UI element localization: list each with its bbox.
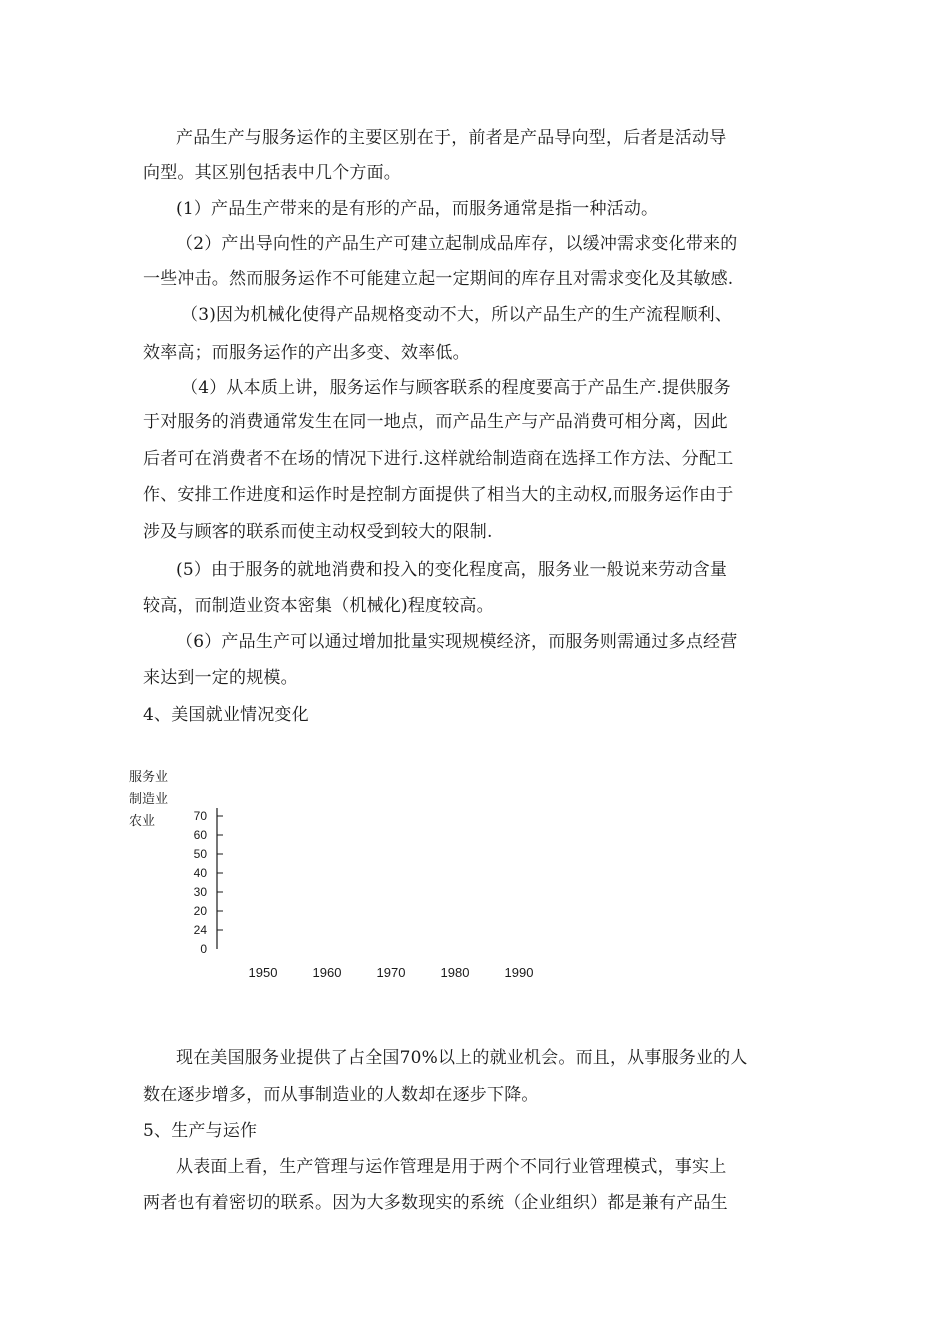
paragraph-line: （6）产品生产可以通过增加批量实现规模经济，而服务则需通过多点经营 bbox=[176, 632, 738, 652]
paragraph-line: 数在逐步增多，而从事制造业的人数却在逐步下降。 bbox=[143, 1085, 539, 1105]
y-tick-label: 0 bbox=[200, 942, 207, 956]
x-tick-label: 1960 bbox=[312, 965, 342, 980]
paragraph-line: （3)因为机械化使得产品规格变动不大，所以产品生产的生产流程顺利、 bbox=[181, 305, 733, 325]
employment-chart bbox=[120, 760, 580, 1000]
paragraph-line: 效率高；而服务运作的产出多变、效率低。 bbox=[143, 343, 470, 363]
y-tick-label: 60 bbox=[193, 828, 207, 842]
legend-entry: 制造业 bbox=[129, 791, 169, 806]
paragraph-line: (1）产品生产带来的是有形的产品，而服务通常是指一种活动。 bbox=[176, 199, 659, 219]
paragraph-line: 向型。其区别包括表中几个方面。 bbox=[143, 163, 401, 183]
y-tick-label: 24 bbox=[193, 923, 207, 937]
paragraph-line: 来达到一定的规模。 bbox=[143, 668, 298, 688]
section-heading: 4、美国就业情况变化 bbox=[143, 705, 309, 725]
paragraph-line: 产品生产与服务运作的主要区别在于，前者是产品导向型，后者是活动导 bbox=[176, 128, 727, 148]
paragraph-line: 两者也有着密切的联系。因为大多数现实的系统（企业组织）都是兼有产品生 bbox=[143, 1193, 728, 1213]
x-axis-ticks bbox=[249, 965, 534, 980]
paragraph-line: 一些冲击。然而服务运作不可能建立起一定期间的库存且对需求变化及其敏感. bbox=[143, 269, 734, 289]
paragraph-line: 涉及与顾客的联系而使主动权受到较大的限制. bbox=[143, 522, 493, 542]
y-tick-label: 20 bbox=[193, 904, 207, 918]
y-tick-label: 70 bbox=[193, 809, 207, 823]
section-heading: 5、生产与运作 bbox=[143, 1121, 258, 1141]
legend-entry: 农业 bbox=[129, 813, 156, 828]
x-tick-label: 1950 bbox=[248, 965, 278, 980]
legend-entry: 服务业 bbox=[129, 769, 169, 784]
y-axis-ticks bbox=[194, 809, 223, 956]
paragraph-line: （4）从本质上讲，服务运作与顾客联系的程度要高于产品生产.提供服务 bbox=[181, 378, 731, 398]
paragraph-line: （2）产出导向性的产品生产可建立起制成品库存，以缓冲需求变化带来的 bbox=[176, 234, 738, 254]
chart-svg bbox=[120, 760, 580, 1000]
y-tick-label: 40 bbox=[193, 866, 207, 880]
paragraph-line: 较高，而制造业资本密集（机械化)程度较高。 bbox=[143, 596, 494, 616]
paragraph-line: 现在美国服务业提供了占全国70%以上的就业机会。而且，从事服务业的人 bbox=[176, 1048, 748, 1068]
paragraph-line: 作、安排工作进度和运作时是控制方面提供了相当大的主动权,而服务运作由于 bbox=[143, 485, 734, 505]
x-tick-label: 1970 bbox=[376, 965, 406, 980]
x-tick-label: 1980 bbox=[440, 965, 470, 980]
paragraph-line: 从表面上看，生产管理与运作管理是用于两个不同行业管理模式，事实上 bbox=[176, 1157, 727, 1177]
chart-legend bbox=[129, 769, 168, 828]
paragraph-line: (5）由于服务的就地消费和投入的变化程度高，服务业一般说来劳动含量 bbox=[176, 560, 728, 580]
paragraph-line: 于对服务的消费通常发生在同一地点，而产品生产与产品消费可相分离，因此 bbox=[143, 412, 728, 432]
x-tick-label: 1990 bbox=[504, 965, 534, 980]
y-tick-label: 30 bbox=[193, 885, 207, 899]
paragraph-line: 后者可在消费者不在场的情况下进行.这样就给制造商在选择工作方法、分配工 bbox=[143, 449, 734, 469]
y-tick-label: 50 bbox=[193, 847, 207, 861]
